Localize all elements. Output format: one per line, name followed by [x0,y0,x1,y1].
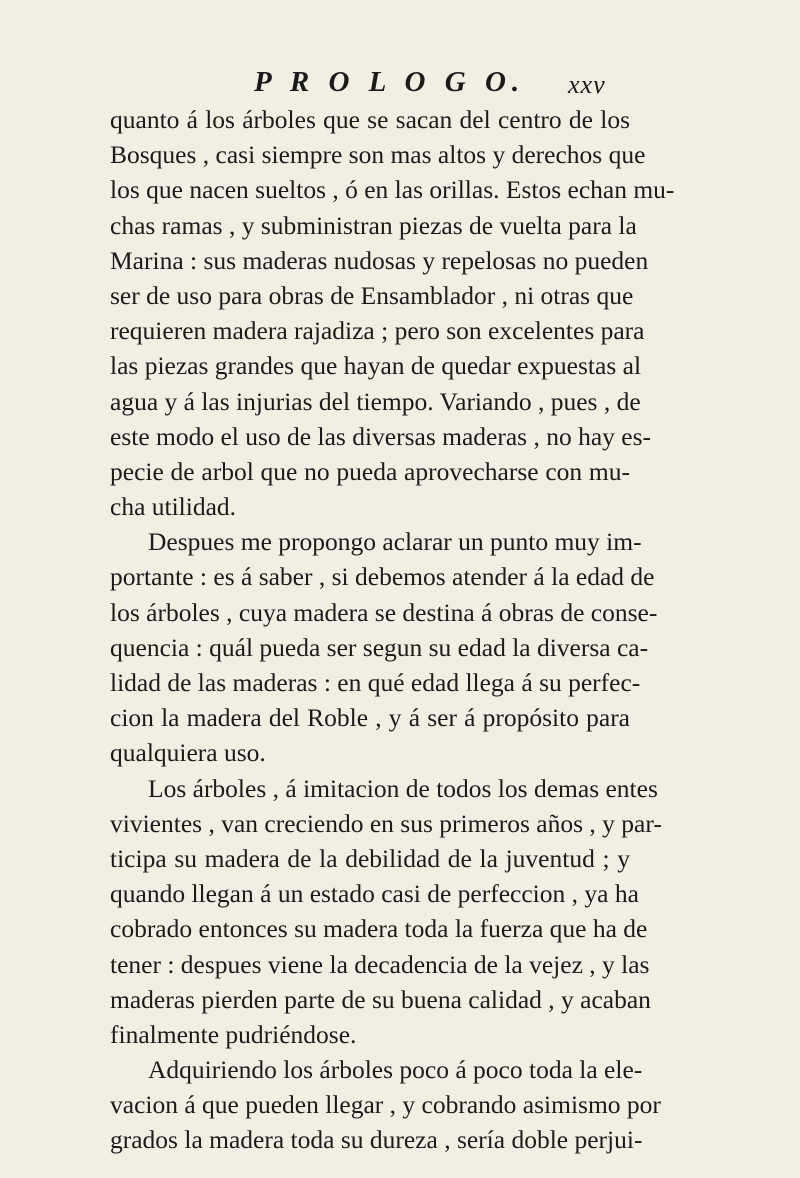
text-line: grados la madera toda su dureza , sería doble perjui- [110,1125,643,1155]
text-line: lidad de las maderas : en qué edad llega á su perfec- [110,668,641,697]
paragraph-start-line: Los árboles , á imitacion de todos los demas entes [148,773,658,803]
text-line: Bosques , casi siempre son mas altos y derechos que [110,140,646,170]
paragraph-start-line: Despues me propongo aclarar un punto muy im- [148,527,642,557]
text-line: maderas pierden parte de su buena calidad , y acaban [110,984,651,1014]
text-line: chas ramas , y subministran piezas de vuelta para la [110,210,637,240]
body-text [110,102,675,1158]
page-number: xxv [568,70,606,99]
text-line: vacion á que pueden llegar , y cobrando asimismo por [110,1090,661,1120]
paragraph-start-line: Adquiriendo los árboles poco á poco toda la ele- [148,1055,643,1085]
page-header [0,66,800,106]
text-line: vivientes , van creciendo en sus primeros años , y par- [110,808,662,838]
text-line: Marina : sus maderas nudosas y repelosas no pueden [110,245,649,275]
text-line: portante : es á saber , si debemos atender á la edad de [110,562,655,592]
text-line: ser de uso para obras de Ensamblador , ni otras que [110,280,634,310]
text-line: las piezas grandes que hayan de quedar expuestas al [110,351,642,381]
text-line: cion la madera del Roble , y á ser á propósito para [110,703,630,733]
text-line: los árboles , cuya madera se destina á obras de conse- [110,597,658,627]
paragraph-end-line: cha utilidad. [110,492,237,522]
text-line: quencia : quál pueda ser segun su edad la diversa ca- [110,632,649,662]
running-title: P R O L O G O. [254,66,526,98]
text-line: quanto á los árboles que se sacan del centro de los [110,105,630,134]
text-line: tener : despues viene la decadencia de la vejez , y las [110,949,650,979]
text-line: requieren madera rajadiza ; pero son excelentes para [110,316,645,346]
paragraph-end-line: finalmente pudriéndose. [110,1019,357,1049]
text-line: agua y á las injurias del tiempo. Variando , pues , de [110,386,641,416]
text-line: ticipa su madera de la debilidad de la juventud ; y [110,843,630,873]
text-line: pecie de arbol que no pueda aprovecharse con mu- [110,456,630,486]
text-line: este modo el uso de las diversas maderas , no hay es- [110,421,652,451]
text-line: cobrado entonces su madera toda la fuerza que ha de [110,914,648,944]
text-line: los que nacen sueltos , ó en las orillas. Estos echan mu- [110,175,675,205]
text-line: quando llegan á un estado casi de perfeccion , ya ha [110,879,639,909]
paragraph-end-line: qualquiera uso. [110,738,266,768]
